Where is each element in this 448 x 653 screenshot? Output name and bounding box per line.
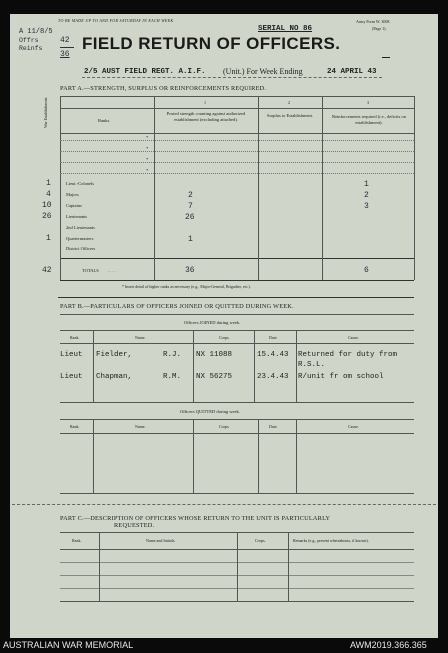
joined-header-name: Name. (135, 335, 146, 340)
col-line (414, 96, 415, 280)
col-number: 1 (204, 100, 206, 105)
rule (60, 601, 414, 602)
col-line (154, 96, 155, 280)
rule (60, 173, 414, 174)
margin-note: A 11/8/5 (19, 28, 53, 36)
part-b-heading: PART B.—PARTICULARS OF OFFICERS JOINED OR QUITTED DURING WEEK. (60, 303, 294, 310)
row-posted: 7 (188, 202, 193, 211)
row-posted: 1 (188, 235, 193, 244)
army-form-number: Army Form W. 3008. (356, 19, 391, 24)
joined-cause: Returned for duty from (298, 351, 398, 359)
rule (60, 314, 414, 315)
col-line (288, 532, 289, 601)
joined-corps: NX 11088 (196, 351, 233, 359)
joined-title: Officers JOINED during week. (184, 320, 241, 325)
section-divider (12, 504, 436, 505)
part-c-header-rank: Rank. (72, 538, 82, 543)
col-line (322, 96, 323, 280)
part-a-heading: PART A.—STRENGTH, SURPLUS OR REINFORCEMENTS REQUIRED. (60, 85, 267, 92)
joined-corps: NX 56275 (196, 373, 233, 381)
part-c-heading: PART C.—DESCRIPTION OF OFFICERS WHOSE RETURN TO THE UNIT IS PARTICULARLY (60, 515, 331, 522)
row-establishment: 26 (42, 212, 52, 221)
footer-accession: AWM2019.366.365 (350, 640, 427, 650)
row-rank: 2nd Lieutenants (66, 225, 95, 230)
col-number: 3 (367, 100, 369, 105)
unit-label: (Unit.) For Week Ending (223, 67, 303, 76)
margin-number: 36 (60, 50, 70, 59)
col-line (254, 330, 255, 402)
rule (60, 258, 414, 259)
page-number: (Page 1). (372, 26, 387, 31)
col-line (99, 532, 100, 601)
joined-header-rank: Rank. (70, 335, 80, 340)
col-posted: Posted strength counting against authorized establishment (excluding attached). (166, 111, 246, 122)
form-title: FIELD RETURN OF OFFICERS. (82, 34, 341, 53)
joined-name: Fielder, (96, 351, 133, 359)
joined-initials: R.J. (163, 351, 182, 359)
joined-name: Chapman, (96, 373, 133, 381)
row-posted: 2 (188, 191, 193, 200)
row-rank: Lieutenants (66, 214, 87, 219)
rule (60, 433, 414, 434)
quitted-header-rank: Rank. (70, 424, 80, 429)
part-c-header-name: Name and Initials. (146, 538, 176, 543)
joined-date: 15.4.43 (257, 351, 289, 359)
rule (60, 96, 414, 97)
margin-note: Reinfs (19, 45, 43, 52)
joined-rank: Lieut (60, 351, 83, 359)
rule (60, 402, 414, 403)
row-reinforcements: 1 (364, 180, 369, 189)
rule (60, 280, 414, 281)
joined-header-date: Date. (269, 335, 278, 340)
rule (60, 330, 414, 331)
margin-note: Offrs (19, 37, 39, 44)
rule (60, 493, 414, 494)
totals-establishment: 42 (42, 266, 52, 275)
rule (60, 343, 414, 344)
unit-underline (82, 77, 382, 78)
totals-reinforcements: 6 (364, 266, 369, 275)
col-line (258, 96, 259, 280)
col-line (296, 330, 297, 402)
rule (60, 133, 414, 134)
asterisk: * (146, 146, 149, 151)
joined-cause-continued: R.S.L. (298, 361, 326, 369)
quitted-header-corps: Corps. (219, 424, 230, 429)
footer-credit: AUSTRALIAN WAR MEMORIAL (3, 640, 134, 650)
part-c-header-remarks: Remarks (e.g., present whereabouts, if known). (293, 538, 369, 543)
col-line (93, 330, 94, 402)
serial-number: SERIAL NO 86 (258, 25, 313, 33)
margin-number: 42 (60, 36, 70, 45)
joined-date: 23.4.43 (257, 373, 289, 381)
row-reinforcements: 3 (364, 202, 369, 211)
col-war-establishment: War Establishment. (43, 96, 48, 128)
col-line (93, 419, 94, 493)
row-rank: Lieut.-Colonels (66, 181, 95, 186)
totals-posted: 36 (185, 266, 195, 275)
part-c-header-corps: Corps. (255, 538, 266, 543)
joined-rank: Lieut (60, 373, 83, 381)
col-line (193, 419, 194, 493)
row-establishment: 10 (42, 201, 52, 210)
quitted-header-date: Date. (269, 424, 278, 429)
section-divider (58, 297, 414, 298)
unit-name: 2/5 AUST FIELD REGT. A.I.F. (84, 68, 206, 76)
col-line (193, 330, 194, 402)
joined-initials: R.M. (163, 373, 182, 381)
top-note: TO BE MADE UP TO AND FOR SATURDAY IN EACH WEEK. (58, 18, 175, 23)
row-rank: Captains (66, 203, 82, 208)
rule (60, 140, 414, 141)
rule (60, 419, 414, 420)
joined-cause: R/unit fr om school (298, 373, 384, 381)
part-c-heading-cont: REQUESTED. (114, 522, 155, 529)
rule (60, 162, 414, 163)
col-reinforcements: Reinforcements required (i.e., deficits on establishment). (332, 114, 406, 125)
joined-header-cause: Cause. (348, 335, 359, 340)
row-establishment: 4 (46, 190, 51, 199)
fraction-line (60, 47, 74, 48)
week-ending: 24 APRIL 43 (327, 68, 377, 76)
row-posted: 26 (185, 213, 195, 222)
totals-dots: . . . . (108, 268, 116, 273)
quitted-header-cause: Cause. (348, 424, 359, 429)
col-line (296, 419, 297, 493)
row-rank: Majors (66, 192, 79, 197)
row-establishment: 1 (46, 234, 51, 243)
col-line (258, 419, 259, 493)
totals-label: TOTALS (82, 268, 99, 273)
col-number: 2 (288, 100, 290, 105)
col-line (60, 96, 61, 280)
part-a-footnote: * Insert detail of higher ranks as necessary (e.g., Major-General, Brigadier, etc.). (122, 284, 251, 289)
quitted-title: Officers QUITTED during week. (180, 409, 240, 414)
rule (60, 108, 414, 109)
row-rank: Quartermasters (66, 236, 94, 241)
row-rank: District Officers (66, 246, 96, 251)
col-surplus: Surplus to Establishment. (266, 113, 314, 118)
asterisk: * (146, 157, 149, 162)
col-line (237, 532, 238, 601)
quitted-header-name: Name. (135, 424, 146, 429)
title-dash (382, 57, 390, 58)
rule (60, 151, 414, 152)
row-establishment: 1 (46, 179, 51, 188)
row-reinforcements: 2 (364, 191, 369, 200)
asterisk: * (146, 135, 149, 140)
col-ranks: Ranks. (98, 118, 111, 123)
joined-header-corps: Corps. (219, 335, 230, 340)
asterisk: * (146, 168, 149, 173)
